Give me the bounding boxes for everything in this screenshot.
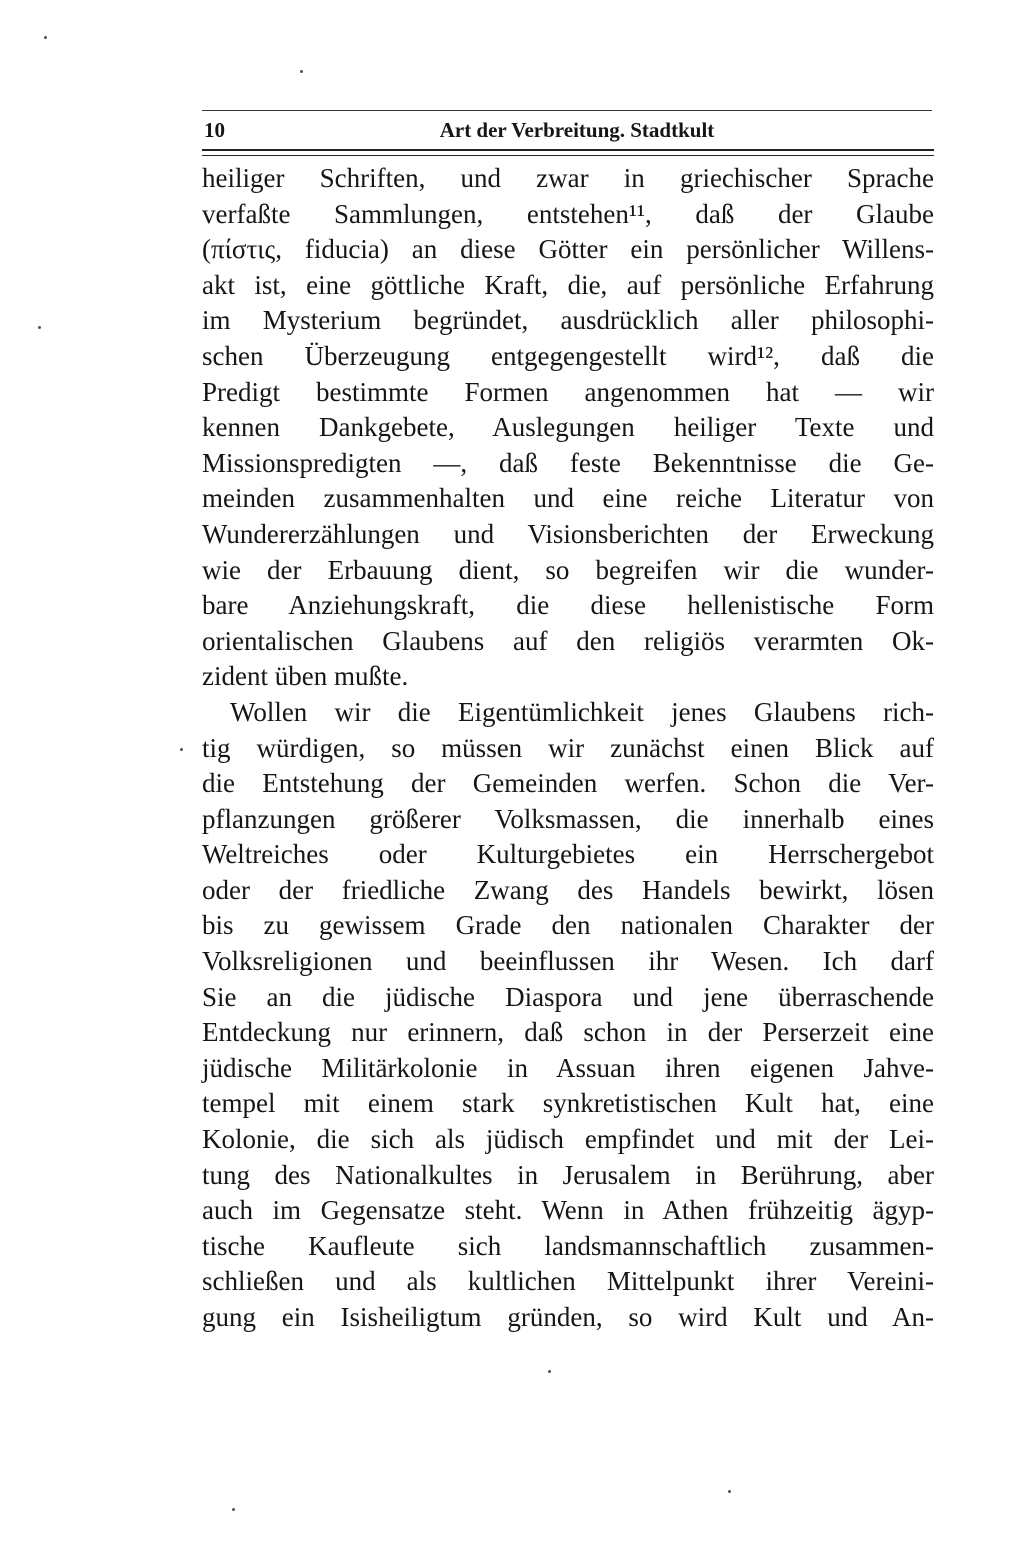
- text-line: jüdische Militärkolonie in Assuan ihren eigenen Jahve-: [202, 1052, 934, 1083]
- text-line: auch im Gegensatze steht. Wenn in Athen frühzeitig ägyp-: [202, 1195, 934, 1226]
- header-top-rule: [202, 110, 932, 111]
- text-line: bare Anziehungskraft, die diese hellenistische Form: [202, 590, 934, 621]
- scan-speck: [728, 1490, 731, 1493]
- text-line: kennen Dankgebete, Auslegungen heiliger Texte und: [202, 412, 934, 443]
- text-line: oder der friedliche Zwang des Handels bewirkt, lösen: [202, 874, 934, 905]
- scan-speck: [232, 1508, 235, 1511]
- running-head: Art der Verbreitung. Stadtkult: [439, 118, 715, 142]
- text-line: schen Überzeugung entgegengestellt wird¹², daß die: [202, 340, 934, 371]
- text-line: die Entstehung der Gemeinden werfen. Schon die Ver-: [202, 768, 934, 799]
- text-line: Entdeckung nur erinnern, daß schon in der Perserzeit eine: [202, 1017, 934, 1048]
- text-line: schließen und als kultlichen Mittelpunkt ihrer Vereini-: [202, 1266, 934, 1297]
- page-header: [202, 116, 932, 146]
- scan-speck: [38, 326, 41, 329]
- text-line: heiliger Schriften, und zwar in griechischer Sprache: [202, 163, 934, 193]
- header-double-rule: [202, 149, 934, 156]
- scan-speck: [44, 36, 47, 39]
- scan-speck: [300, 70, 303, 73]
- text-line: bis zu gewissem Grade den nationalen Charakter der: [202, 910, 934, 941]
- text-line: meinden zusammenhalten und eine reiche Literatur von: [202, 483, 934, 514]
- text-line: orientalischen Glaubens auf den religiös verarmten Ok-: [202, 625, 934, 656]
- text-line: tung des Nationalkultes in Jerusalem in Berührung, aber: [202, 1159, 934, 1190]
- text-line: Weltreiches oder Kulturgebietes ein Herrschergebot: [202, 839, 934, 870]
- text-line: pflanzungen größerer Volksmassen, die innerhalb eines: [202, 803, 934, 834]
- text-line: Predigt bestimmte Formen angenommen hat — wir: [202, 376, 934, 407]
- text-line: tig würdigen, so müssen wir zunächst einen Blick auf: [202, 732, 934, 763]
- text-line: (πίστις, fiducia) an diese Götter ein persönlicher Willens-: [202, 234, 934, 265]
- text-line: gung ein Isisheiligtum gründen, so wird Kult und An-: [202, 1302, 934, 1332]
- text-line: tempel mit einem stark synkretistischen Kult hat, eine: [202, 1088, 934, 1119]
- paragraph-end-line: zident üben mußte.: [202, 661, 409, 692]
- text-line: wie der Erbauung dient, so begreifen wir die wunder-: [202, 554, 934, 585]
- text-line: akt ist, eine göttliche Kraft, die, auf persönliche Erfahrung: [202, 269, 934, 300]
- text-line: tische Kaufleute sich landsmannschaftlich zusammen-: [202, 1230, 934, 1261]
- text-line: Volksreligionen und beeinflussen ihr Wesen. Ich darf: [202, 946, 934, 977]
- text-line: Kolonie, die sich als jüdisch empfindet und mit der Lei-: [202, 1124, 934, 1155]
- text-line: im Mysterium begründet, ausdrücklich aller philosophi-: [202, 305, 934, 336]
- text-line: Sie an die jüdische Diaspora und jene überraschende: [202, 981, 934, 1012]
- body-text: [202, 161, 934, 1336]
- page-number: 10: [204, 118, 225, 142]
- scan-speck: [180, 748, 183, 751]
- text-line: verfaßte Sammlungen, entstehen¹¹, daß der Glaube: [202, 198, 934, 229]
- text-line: Missionspredigten —, daß feste Bekenntnisse die Ge-: [202, 447, 934, 478]
- scan-speck: [548, 1370, 551, 1373]
- text-line: Wundererzählungen und Visionsberichten der Erweckung: [202, 518, 934, 549]
- paragraph-start-line: Wollen wir die Eigentümlichkeit jenes Glaubens rich-: [230, 696, 934, 727]
